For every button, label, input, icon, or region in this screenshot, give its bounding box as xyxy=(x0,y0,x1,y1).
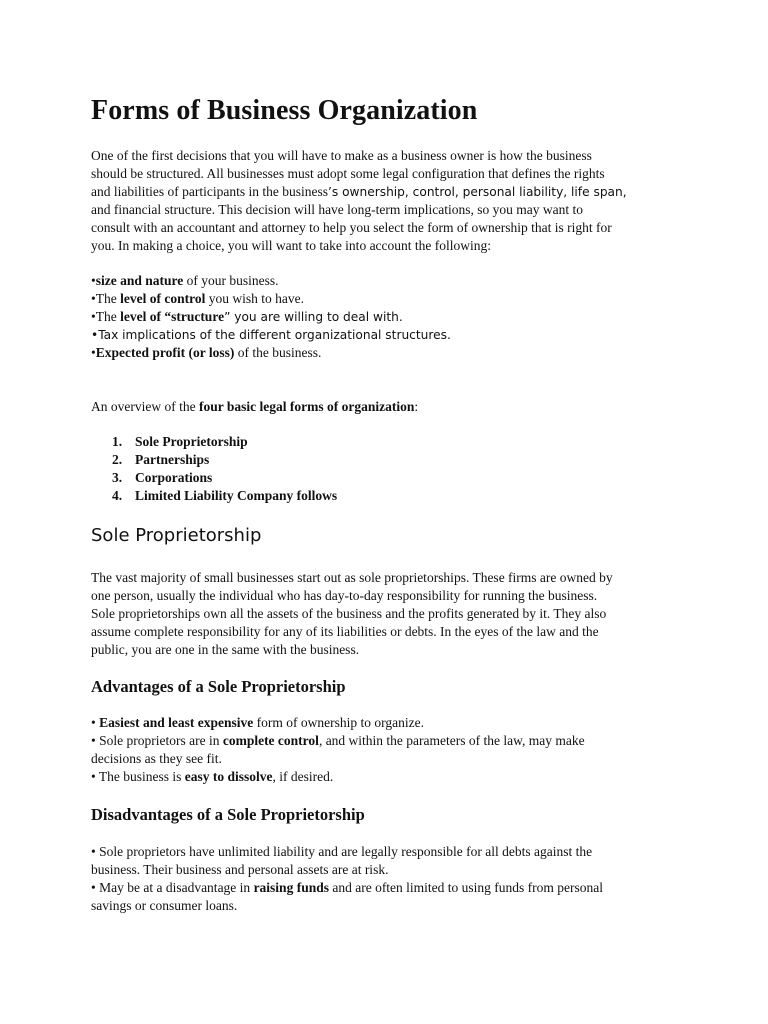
intro-line: should be structured. All businesses must adopt some legal configuration that defines the rights xyxy=(91,166,605,181)
list-item-continuation: savings or consumer loans. xyxy=(91,898,238,913)
list-item: • The business is easy to dissolve, if desired. xyxy=(91,769,334,784)
list-item: • Sole proprietors have unlimited liability and are legally responsible for all debts against the xyxy=(91,844,593,859)
section-heading-sole-proprietorship: Sole Proprietorship xyxy=(91,525,262,546)
considerations-list xyxy=(91,272,691,362)
list-item: • Easiest and least expensive form of ownership to organize. xyxy=(91,715,424,730)
page-title: Forms of Business Organization xyxy=(91,95,478,126)
intro-line: you. In making a choice, you will want to take into account the following: xyxy=(91,238,492,253)
list-item: 4. Limited Liability Company follows xyxy=(112,488,338,503)
list-item: •size and nature of your business. xyxy=(91,273,279,288)
intro-line: and liabilities of participants in the business’s ownership, control, personal liability, life span, xyxy=(91,184,627,199)
intro-line: and financial structure. This decision will have long-term implications, so you may want to xyxy=(91,202,584,217)
disadvantages-list xyxy=(91,843,691,915)
intro-paragraph xyxy=(91,147,691,255)
forms-list xyxy=(91,433,691,505)
section-heading-advantages: Advantages of a Sole Proprietorship xyxy=(91,677,346,696)
sole-proprietorship-paragraph: The vast majority of small businesses start out as sole proprietorships. These firms are owned by one person, usually the individual who has day-to-day responsibility for running the business. Sole proprietorships own all the assets of the business and the profits generated by it. They also assume complete responsibility for any of its liabilities or debts. In the eyes of the law and the public, you are one in the same with the business. xyxy=(91,570,613,657)
list-item: •The level of control you wish to have. xyxy=(91,291,304,306)
intro-line: One of the first decisions that you will have to make as a business owner is how the business xyxy=(91,148,592,163)
advantages-list xyxy=(91,714,691,786)
list-item: 3. Corporations xyxy=(112,470,213,485)
list-item: • Sole proprietors are in complete control, and within the parameters of the law, may make xyxy=(91,733,585,748)
list-item-continuation: decisions as they see fit. xyxy=(91,751,222,766)
list-item: •Tax implications of the different organizational structures. xyxy=(91,328,451,342)
overview-paragraph: An overview of the four basic legal forms of organization: xyxy=(91,399,419,414)
list-item: •Expected profit (or loss) of the business. xyxy=(91,345,322,360)
list-item: •The level of “structure” you are willing to deal with. xyxy=(91,309,403,324)
intro-line: consult with an accountant and attorney to help you select the form of ownership that is right for xyxy=(91,220,612,235)
list-item: 2. Partnerships xyxy=(112,452,210,467)
section-heading-disadvantages: Disadvantages of a Sole Proprietorship xyxy=(91,805,365,824)
list-item: 1. Sole Proprietorship xyxy=(112,434,248,449)
list-item: • May be at a disadvantage in raising funds and are often limited to using funds from personal xyxy=(91,880,604,895)
list-item-continuation: business. Their business and personal assets are at risk. xyxy=(91,862,389,877)
